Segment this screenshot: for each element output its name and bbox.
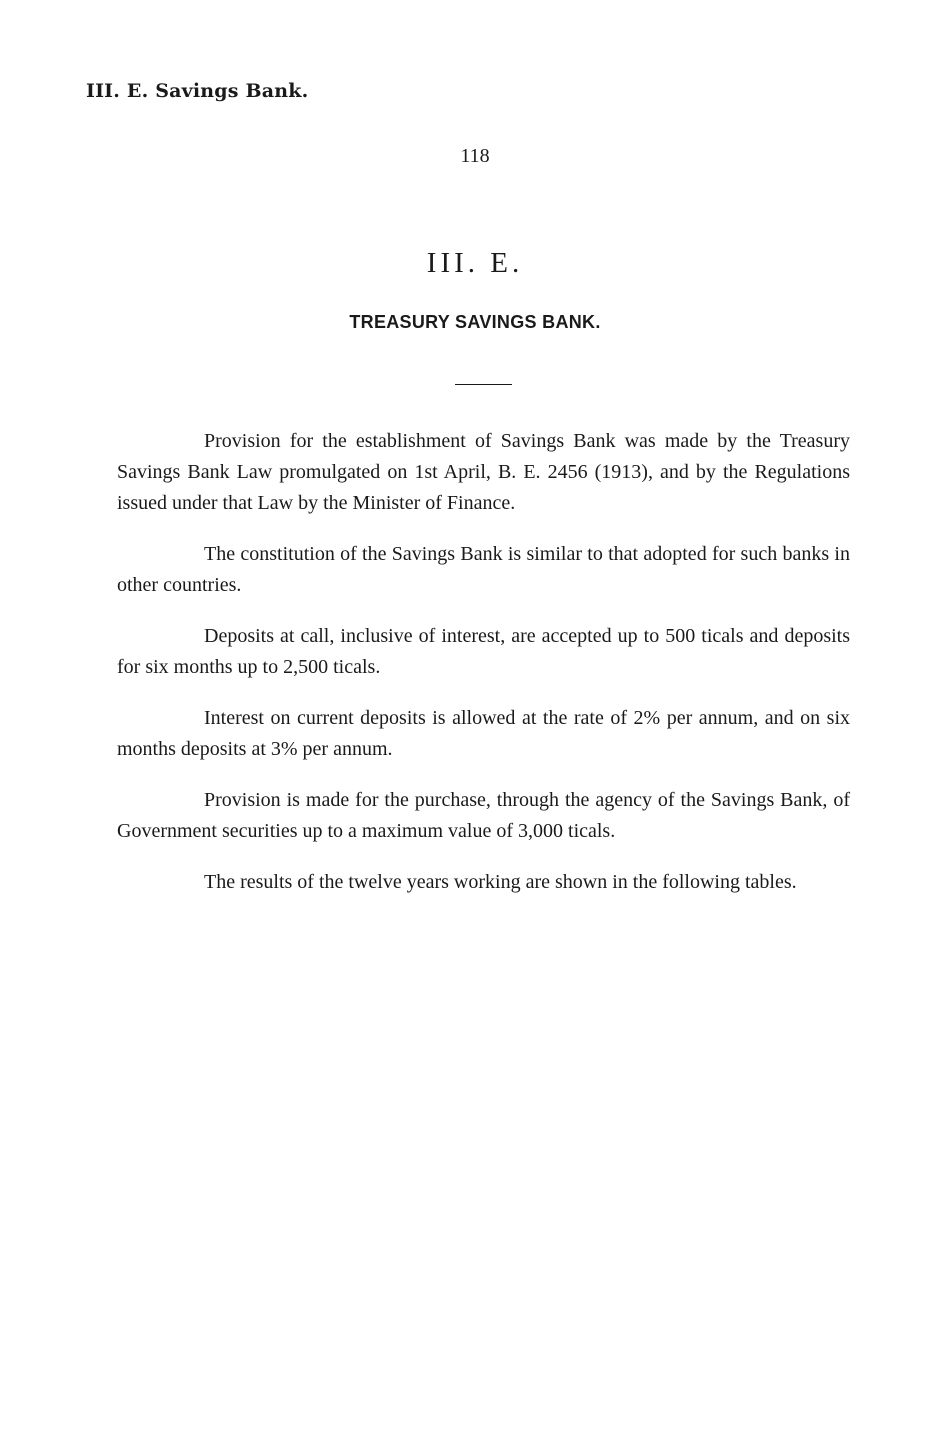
section-number: III. E.	[426, 247, 524, 279]
paragraph-establishment: Provision for the establishment of Savings Bank was made by the Treasury Savings Bank Law promulgated on 1st April, B. E. 2456 (1913), and by the Regulations issued under that Law by the Minister of Finance.	[117, 430, 850, 514]
page-number: 118	[460, 145, 490, 167]
body-text	[117, 426, 850, 918]
paragraph-constitution: The constitution of the Savings Bank is similar to that adopted for such banks in other countries.	[117, 543, 850, 596]
paragraph-interest: Interest on current deposits is allowed at the rate of 2% per annum, and on six months deposits at 3% per annum.	[117, 707, 850, 760]
paragraph-securities: Provision is made for the purchase, through the agency of the Savings Bank, of Government securities up to a maximum value of 3,000 ticals.	[117, 789, 850, 842]
paragraph-results: The results of the twelve years working are shown in the following tables.	[204, 871, 797, 893]
running-head: III. E. Savings Bank.	[86, 80, 309, 102]
title-divider	[455, 384, 512, 385]
paragraph-deposits: Deposits at call, inclusive of interest, are accepted up to 500 ticals and deposits for six months up to 2,500 ticals.	[117, 625, 850, 678]
section-title: TREASURY SAVINGS BANK.	[349, 312, 601, 332]
